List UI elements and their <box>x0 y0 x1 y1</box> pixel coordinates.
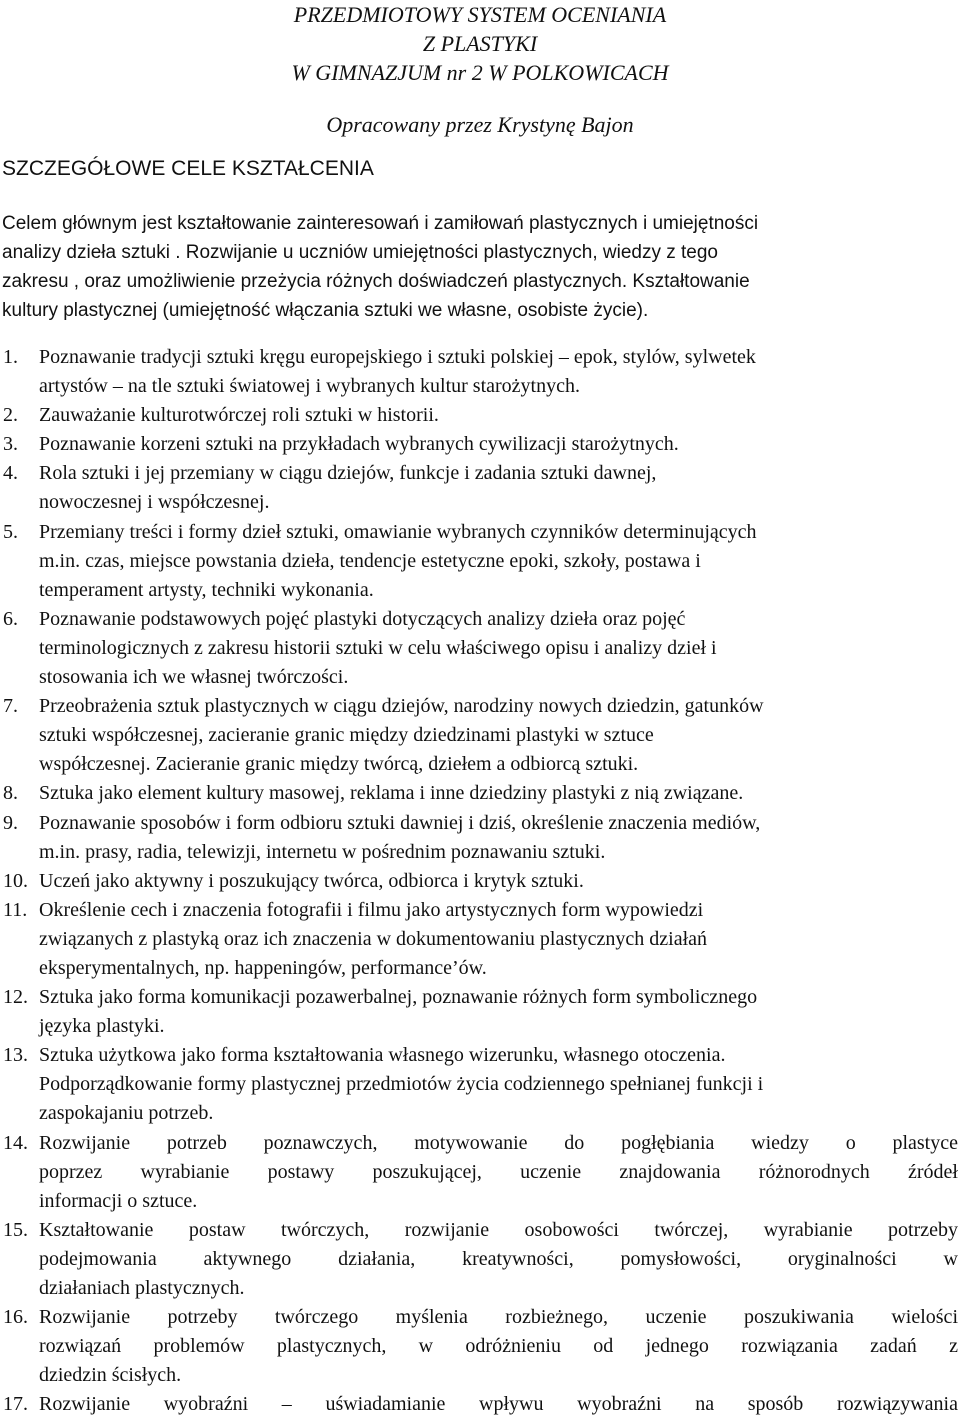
list-item-line: m.in. prasy, radia, telewizji, internetu w pośrednim poznawaniu sztuki. <box>39 840 606 863</box>
list-item-line: Poznawanie podstawowych pojęć plastyki dotyczących analizy dzieła oraz pojęć <box>39 607 686 630</box>
list-item-number: 11. <box>3 898 28 921</box>
list-item-number: 15. <box>3 1218 28 1241</box>
list-item <box>0 983 958 1041</box>
list-item-line: zaspokajaniu potrzeb. <box>39 1102 214 1125</box>
list-item <box>0 459 958 517</box>
list-item-line: m.in. czas, miejsce powstania dzieła, tendencje estetyczne epoki, szkoły, postawa i <box>39 549 701 572</box>
list-item-number: 13. <box>3 1044 28 1067</box>
list-item-number: 17. <box>3 1393 28 1416</box>
section-heading: SZCZEGÓŁOWE CELE KSZTAŁCENIA <box>2 157 374 180</box>
list-item-line: stosowania ich we własnej twórczości. <box>39 666 349 689</box>
list-item-number: 16. <box>3 1306 28 1329</box>
title-line-2: Z PLASTYKI <box>422 31 538 56</box>
list-item-number: 6. <box>3 607 18 630</box>
intro-line: zakresu , oraz umożliwienie przeżycia różnych doświadczeń plastycznych. Kształtowanie <box>2 271 750 292</box>
list-item-line: Poznawanie tradycji sztuki kręgu europejskiego i sztuki polskiej – epok, stylów, sylwetek <box>39 346 756 368</box>
list-item-line: związanych z plastyką oraz ich znaczenia w dokumentowaniu plastycznych działań <box>39 927 708 950</box>
list-item-line: Zauważanie kulturotwórczej roli sztuki w historii. <box>39 404 439 427</box>
goals-list <box>0 343 958 1419</box>
list-item-number: 1. <box>3 346 18 368</box>
list-item <box>0 1390 958 1419</box>
title-line-3: W GIMNAZJUM nr 2 W POLKOWICACH <box>291 60 669 85</box>
list-item-line: Poznawanie sposobów i form odbioru sztuki dawniej i dziś, określenie znaczenia mediów, <box>39 811 761 834</box>
list-item-line: podejmowania aktywnego działania, kreatywności, pomysłowości, oryginalności w <box>39 1247 958 1270</box>
list-item-number: 2. <box>3 404 18 427</box>
list-item-line: nowoczesnej i współczesnej. <box>39 491 270 514</box>
list-item <box>0 1216 958 1303</box>
list-item <box>0 401 958 430</box>
list-item-line: temperament artysty, techniki wykonania. <box>39 578 374 601</box>
list-item <box>0 896 958 983</box>
list-item-number: 5. <box>3 520 18 543</box>
list-item-line: Uczeń jako aktywny i poszukujący twórca, odbiorca i krytyk sztuki. <box>39 869 584 892</box>
list-item-line: eksperymentalnych, np. happeningów, performance’ów. <box>39 956 487 979</box>
list-item-line: Przeobrażenia sztuk plastycznych w ciągu dziejów, narodziny nowych dziedzin, gatunków <box>39 695 764 718</box>
title-line-1: PRZEDMIOTOWY SYSTEM OCENIANIA <box>293 2 667 27</box>
list-item-line: Poznawanie korzeni sztuki na przykładach wybranych cywilizacji starożytnych. <box>39 433 679 456</box>
list-item-line: artystów – na tle sztuki światowej i wybranych kultur starożytnych. <box>39 375 580 398</box>
list-item <box>0 1303 958 1390</box>
list-item-number: 3. <box>3 433 18 456</box>
list-item-number: 7. <box>3 695 18 718</box>
list-item <box>0 1129 958 1216</box>
list-item-line: rozwiązań problemów plastycznych, w odróżnieniu od jednego rozwiązania zadań z <box>39 1335 958 1358</box>
list-item <box>0 692 958 779</box>
list-item-line: sztuki współczesnej, zacieranie granic między dziedzinami plastyki w sztuce <box>39 724 654 747</box>
list-item-line: języka plastyki. <box>39 1015 165 1038</box>
list-item-line: Podporządkowanie formy plastycznej przedmiotów życia codziennego spełnianej funkcji i <box>39 1073 764 1096</box>
intro-paragraph <box>2 209 957 325</box>
list-item-line: Sztuka jako forma komunikacji pozawerbalnej, poznawanie różnych form symbolicznego <box>39 986 758 1009</box>
list-item-line: Kształtowanie postaw twórczych, rozwijanie osobowości twórczej, wyrabianie potrzeby <box>39 1218 958 1241</box>
list-item-line: dziedzin ścisłych. <box>39 1364 182 1387</box>
list-item <box>0 430 958 459</box>
list-item-line: Rozwijanie wyobraźni – uświadamianie wpływu wyobraźni na sposób rozwiązywania <box>39 1393 958 1416</box>
list-item-line: informacji o sztuce. <box>39 1189 198 1212</box>
author-line: Opracowany przez Krystynę Bajon <box>326 112 634 137</box>
list-item-number: 14. <box>3 1131 28 1154</box>
intro-line: Celem głównym jest kształtowanie zainteresowań i zamiłowań plastycznych i umiejętności <box>2 213 759 234</box>
list-item-line: działaniach plastycznych. <box>39 1277 245 1299</box>
list-item <box>0 605 958 692</box>
list-item <box>0 809 958 867</box>
list-item-line: Określenie cech i znaczenia fotografii i filmu jako artystycznych form wypowiedzi <box>39 898 704 921</box>
list-item-line: Rozwijanie potrzeby twórczego myślenia rozbieżnego, uczenie poszukiwania wielości <box>39 1306 958 1329</box>
list-item-line: terminologicznych z zakresu historii sztuki w celu właściwego opisu i analizy dzieł i <box>39 636 717 659</box>
list-item-line: Rozwijanie potrzeb poznawczych, motywowanie do pogłębiania wiedzy o plastyce <box>39 1131 958 1154</box>
list-item-line: Rola sztuki i jej przemiany w ciągu dziejów, funkcje i zadania sztuki dawnej, <box>39 462 657 485</box>
list-item <box>0 867 958 896</box>
list-item-line: Sztuka użytkowa jako forma kształtowania własnego wizerunku, własnego otoczenia. <box>39 1044 726 1067</box>
list-item-line: Sztuka jako element kultury masowej, reklama i inne dziedziny plastyki z nią związane. <box>39 782 744 805</box>
list-item-number: 9. <box>3 811 18 834</box>
list-item-line: poprzez wyrabianie postawy poszukującej, uczenie znajdowania różnorodnych źródeł <box>39 1160 958 1183</box>
list-item-number: 12. <box>3 986 28 1009</box>
intro-line: kultury plastycznej (umiejętność włączania sztuki we własne, osobiste życie). <box>2 300 649 321</box>
list-item <box>0 779 958 808</box>
list-item-number: 10. <box>3 869 28 892</box>
list-item-number: 8. <box>3 782 18 805</box>
list-item <box>0 1041 958 1128</box>
list-item <box>0 518 958 605</box>
list-item-line: współczesnej. Zacieranie granic między twórcą, dziełem a odbiorcą sztuki. <box>39 753 639 776</box>
list-item-line: Przemiany treści i formy dzieł sztuki, omawianie wybranych czynników determinujących <box>39 520 757 543</box>
list-item <box>0 343 958 401</box>
intro-line: analizy dzieła sztuki . Rozwijanie u uczniów umiejętności plastycznych, wiedzy z tego <box>2 242 718 263</box>
list-item-number: 4. <box>3 462 18 485</box>
